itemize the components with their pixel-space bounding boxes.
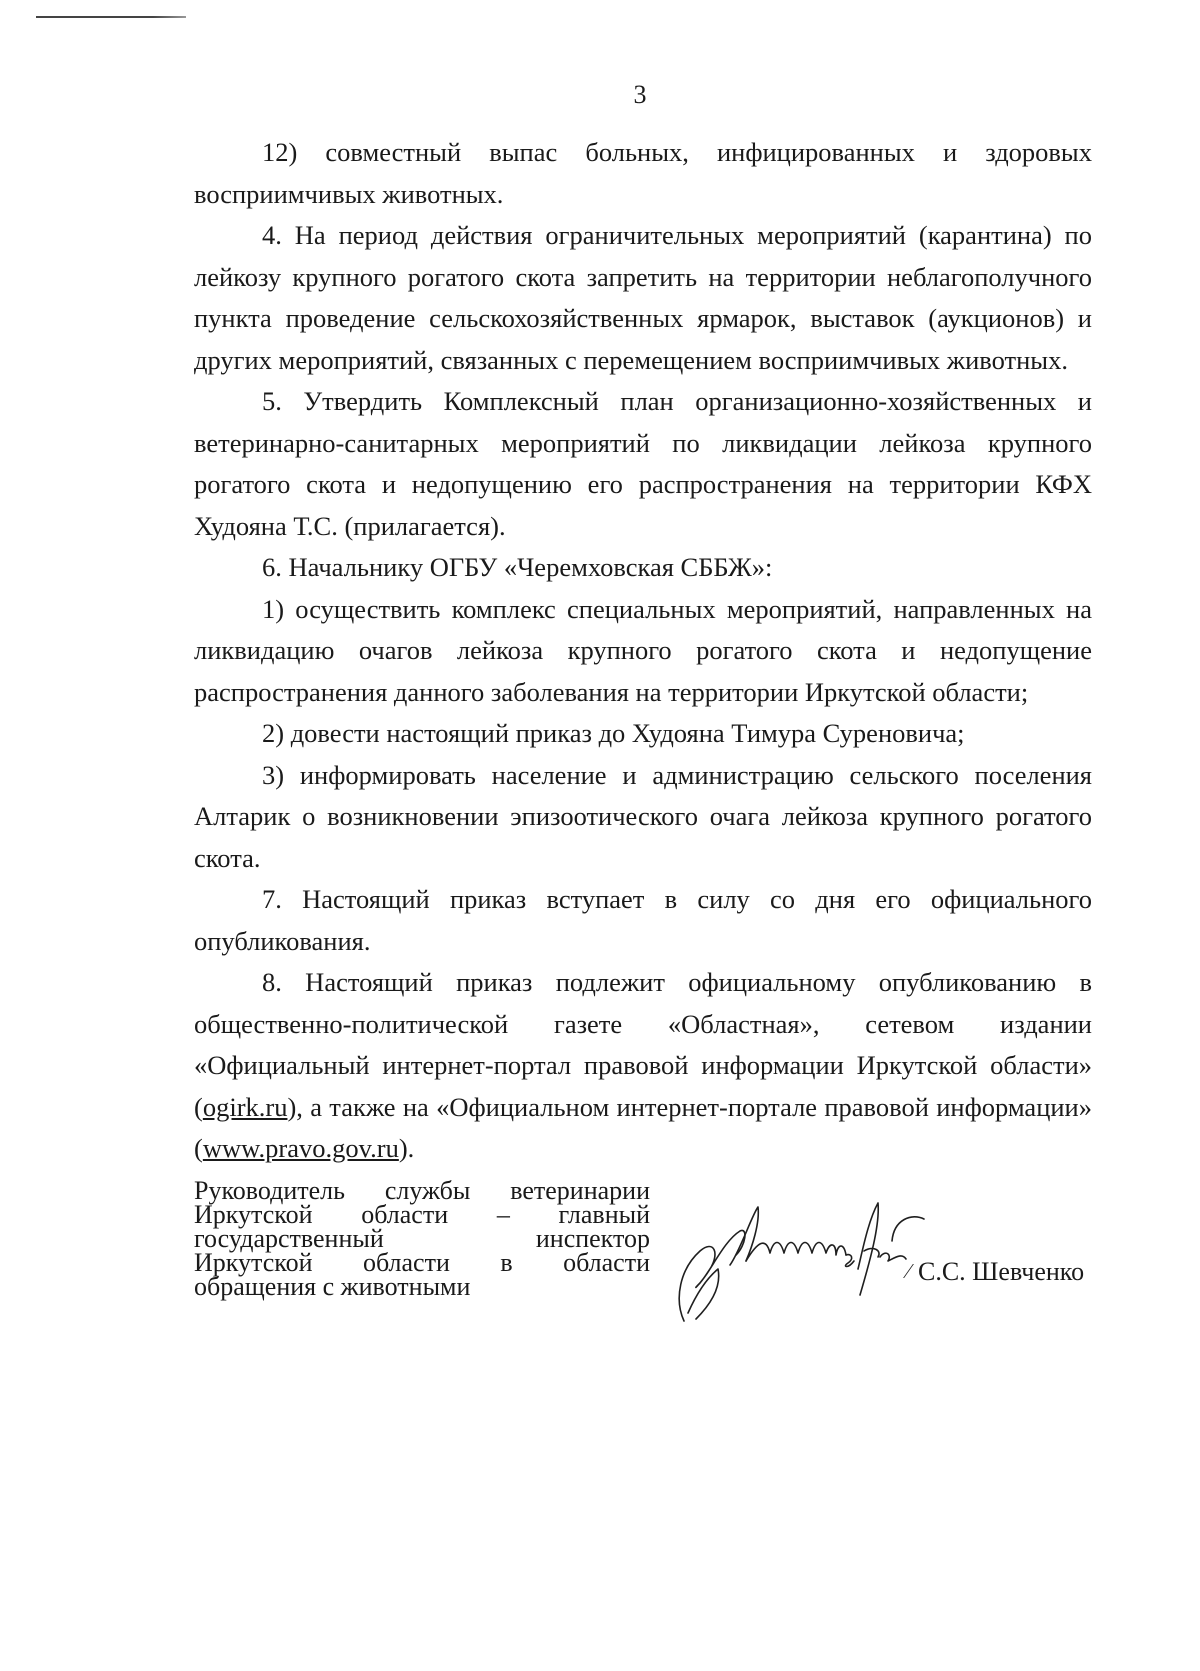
paragraph-8-publication	[194, 962, 1092, 1170]
paragraph-6-1-special-measures: 1) осуществить комплекс специальных мероприятий, направленных на ликвидацию очагов лейкоза крупного рогатого скота и недопущение распространения данного заболевания на территории Иркутской области;	[194, 593, 1092, 707]
signer-position-line: Иркутской области – главный	[194, 1200, 650, 1229]
signer-position-line: Руководитель службы ветеринарии	[194, 1176, 650, 1205]
paragraph-8-text-start: 8. Настоящий приказ подлежит официальному опубликованию в общественно-политической газете «Областная», сетевом издании «Официальный интернет-портал правовой информации Иркутской области» (	[194, 967, 1092, 1122]
pravo-gov-link[interactable]: www.pravo.gov.ru	[202, 1133, 399, 1163]
document-body	[194, 132, 1092, 1170]
handwritten-signature	[666, 1195, 926, 1330]
paragraph-5-approve-plan: 5. Утвердить Комплексный план организационно-хозяйственных и ветеринарно-санитарных мероприятий по ликвидации лейкоза крупного рогатого скота и недопущению его распространения на территории КФХ Худояна Т.С. (прилагается).	[194, 386, 1092, 541]
ogirk-link[interactable]: ogirk.ru	[202, 1091, 288, 1122]
paragraph-7-entry-into-force: 7. Настоящий приказ вступает в силу со дня его официального опубликования.	[194, 884, 1092, 956]
paragraph-8-text-end: ).	[398, 1133, 415, 1163]
paragraph-6-2-deliver-order: 2) довести настоящий приказ до Худояна Тимура Суреновича;	[262, 718, 965, 748]
paragraph-12-joint-grazing: 12) совместный выпас больных, инфицированных и здоровых восприимчивых животных.	[194, 137, 1092, 209]
scan-corner-mark	[36, 16, 186, 18]
paragraph-6-3-inform-population: 3) информировать население и администрацию сельского поселения Алтарик о возникновении эпизоотического очага лейкоза крупного рогатого скота.	[194, 759, 1092, 873]
signer-position-line: Иркутской области в области	[194, 1248, 650, 1277]
page-number: 3	[633, 80, 647, 109]
signer-position-line: обращения с животными	[194, 1272, 471, 1301]
signer-position	[194, 1176, 650, 1301]
paragraph-4-ban-fairs: 4. На период действия ограничительных мероприятий (карантина) по лейкозу крупного рогатого скота запретить на территории неблагополучного пункта проведение сельскохозяйственных ярмарок, выставок (аукционов) и других мероприятий, связанных с перемещением восприимчивых животных.	[194, 220, 1092, 375]
paragraph-6-head-of-sbbzh: 6. Начальнику ОГБУ «Черемховская СББЖ»:	[262, 552, 773, 582]
paragraph-8-text-middle: ), а также на «Официальном интернет-портале правовой информации» (	[194, 1091, 1092, 1163]
signer-position-line: государственный инспектор	[194, 1224, 650, 1253]
signer-name: С.С. Шевченко	[918, 1257, 1085, 1286]
